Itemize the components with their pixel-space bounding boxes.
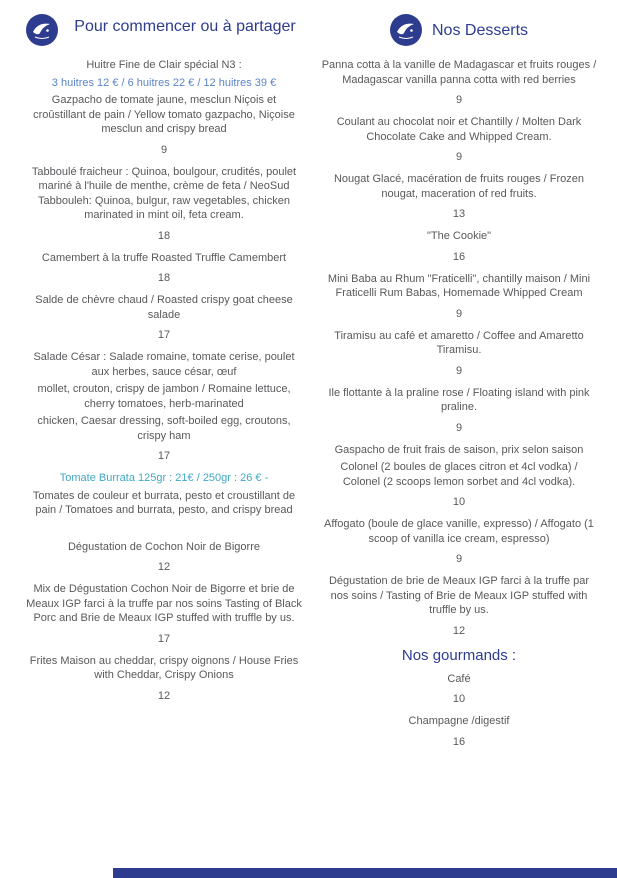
menu-item-text: Café xyxy=(447,672,471,685)
menu-item-text: Gazpacho de tomate jaune, mesclun Niçois et croûstillant de pain / Yellow tomato gazpacho, Niçoise mesclun and crispy bread xyxy=(33,94,295,136)
menu-item xyxy=(321,329,597,377)
menu-item-text: Tiramisu au café et amaretto / Coffee and Amaretto Tiramisu. xyxy=(334,329,584,357)
menu-item-price: 9 xyxy=(455,151,463,164)
menu-item-price: 17 xyxy=(157,632,171,645)
menu-item-text: Camembert à la truffe Roasted Truffle Camembert xyxy=(41,251,287,264)
menu-item-price: 16 xyxy=(452,250,466,263)
menu-item-text: chicken, Caesar dressing, soft-boiled egg, croutons, crispy ham xyxy=(37,415,291,442)
menu-item xyxy=(321,517,597,565)
menu-item xyxy=(321,672,597,706)
menu-item-price: 10 xyxy=(452,693,466,706)
menu-item xyxy=(321,229,597,263)
menu-item-text: Tomate Burrata 125gr : 21€ / 250gr : 26 € - xyxy=(59,472,269,485)
section-starters xyxy=(26,14,302,757)
menu-item xyxy=(26,654,302,702)
menu-item-text: Tomates de couleur et burrata, pesto et croustillant de pain / Tomatoes and burrata, pesto, and crispy bread xyxy=(32,489,296,517)
menu-item xyxy=(26,350,302,462)
menu-item-price: 16 xyxy=(452,735,466,748)
menu-item-price: 18 xyxy=(157,229,171,242)
starters-header xyxy=(26,14,302,46)
menu-item xyxy=(26,58,302,90)
menu-item xyxy=(26,165,302,242)
menu-item-text: mollet, crouton, crispy de jambon / Romaine lettuce, cherry tomatoes, herb-marinated xyxy=(37,383,291,410)
menu-item xyxy=(26,471,302,518)
menu-item-text: Salde de chèvre chaud / Roasted crispy goat cheese salade xyxy=(35,294,293,321)
menu-item xyxy=(26,582,302,645)
restaurant-logo-icon xyxy=(390,14,422,46)
menu-item xyxy=(321,58,597,106)
menu-item-price: 9 xyxy=(160,143,168,156)
menu-item-text: Affogato (boule de glace vanille, expresso) / Affogato (1 scoop of vanilla ice cream, espresso) xyxy=(324,518,594,545)
menu-item-text: Salade César : Salade romaine, tomate cerise, poulet aux herbes, sauce césar, œuf xyxy=(33,351,295,378)
menu-item-price: 9 xyxy=(455,553,463,566)
menu-item-price: 13 xyxy=(452,208,466,221)
menu-item-text: Huitre Fine de Clair spécial N3 : xyxy=(86,59,242,71)
menu-item-text: Colonel (2 boules de glaces citron et 4cl vodka) / Colonel (2 scoops lemon sorbet and 4cl vodka). xyxy=(340,461,578,488)
menu-item-text: Mini Baba au Rhum "Fraticelli", chantilly maison / Mini Fraticelli Rum Babas, Homemade Whipped Cream xyxy=(327,272,591,300)
section-desserts xyxy=(321,14,597,757)
menu-item-text: "The Cookie" xyxy=(426,230,492,243)
menu-item-price: 17 xyxy=(157,450,171,463)
menu-item-text: Gaspacho de fruit frais de saison, prix selon saison xyxy=(334,443,584,456)
menu-item xyxy=(26,540,302,574)
desserts-item-list xyxy=(321,58,597,637)
menu-item-text: Mix de Dégustation Cochon Noir de Bigorre et brie de Meaux IGP farci à la truffe par nos soins Tasting of Black Porc and Brie de Meaux IGP stuffed with truffle by us. xyxy=(26,583,302,625)
menu-item-price: 18 xyxy=(157,272,171,285)
menu-item-price: 17 xyxy=(157,329,171,342)
gourmands-item-list xyxy=(321,672,597,748)
menu-item-price: 9 xyxy=(455,421,463,434)
menu-item xyxy=(26,251,302,285)
menu-item xyxy=(321,574,597,637)
footer-bar xyxy=(113,868,617,878)
menu-item-price: 12 xyxy=(452,624,466,637)
menu-item-text: 3 huitres 12 € / 6 huitres 22 € / 12 huitres 39 € xyxy=(51,76,277,89)
menu-item-price: 9 xyxy=(455,307,463,320)
menu-item-text: Coulant au chocolat noir et Chantilly / Molten Dark Chocolate Cake and Whipped Cream. xyxy=(336,116,582,143)
menu-item xyxy=(321,115,597,163)
gourmands-title: Nos gourmands : xyxy=(401,646,517,664)
menu-item-text: Dégustation de brie de Meaux IGP farci à la truffe par nos soins / Tasting of Brie de Meaux IGP stuffed with truffle by us. xyxy=(328,575,590,617)
starters-title: Pour commencer ou à partager xyxy=(74,18,296,35)
menu-item-text: Panna cotta à la vanille de Madagascar et fruits rouges / Madagascar vanilla panna cotta with red berries xyxy=(321,59,597,86)
menu-item-price: 10 xyxy=(452,496,466,509)
restaurant-logo-icon xyxy=(26,14,58,46)
menu-item xyxy=(321,460,597,508)
menu-item-price: 12 xyxy=(157,561,171,574)
menu-item xyxy=(321,443,597,458)
menu-item-text: Tabboulé fraicheur : Quinoa, boulgour, crudités, poulet mariné à l'huile de menthe, crème de feta / NeoSud Tabbouleh: Quinoa, bulgur, raw vegetables, chicken marinated in mint oil, feta cream. xyxy=(31,165,297,222)
menu-item-text: Nougat Glacé, macération de fruits rouges / Frozen nougat, maceration of red fruits. xyxy=(333,173,585,200)
menu-item xyxy=(26,93,302,156)
menu-item xyxy=(321,272,597,320)
menu-item-text: Dégustation de Cochon Noir de Bigorre xyxy=(67,540,260,553)
menu-item-price: 9 xyxy=(455,364,463,377)
menu-item-text: Frites Maison au cheddar, crispy oignons / House Fries with Cheddar, Crispy Onions xyxy=(29,654,299,682)
menu-item-price: 9 xyxy=(455,94,463,107)
menu-item xyxy=(321,386,597,434)
menu-item xyxy=(321,714,597,748)
menu-item-text: Ile flottante à la praline rose / Floating island with pink praline. xyxy=(328,386,590,414)
menu-item xyxy=(26,293,302,341)
starters-item-list xyxy=(26,58,302,702)
menu-item-text: Champagne /digestif xyxy=(408,715,510,728)
menu-item-price: 12 xyxy=(157,689,171,702)
desserts-header xyxy=(321,14,597,46)
desserts-title: Nos Desserts xyxy=(431,22,529,40)
menu-item xyxy=(321,172,597,220)
